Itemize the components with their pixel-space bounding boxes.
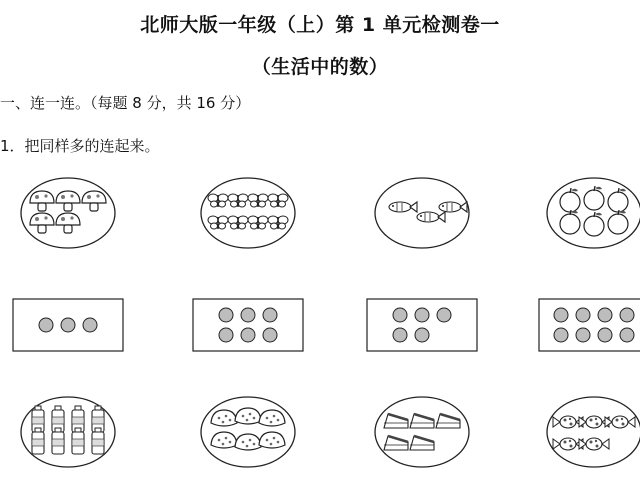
- plate-outline: [547, 397, 640, 467]
- dot: [393, 308, 407, 322]
- butterfly-icon: [208, 216, 228, 229]
- dot: [61, 318, 75, 332]
- butterfly-icon: [268, 216, 288, 229]
- card-border: [193, 299, 303, 351]
- bread-icon: [259, 432, 285, 448]
- top-plate-1: [21, 178, 115, 248]
- dot: [437, 308, 451, 322]
- dot: [620, 328, 634, 342]
- card-border: [539, 299, 640, 351]
- bottom-plate-1: [21, 397, 115, 467]
- butterfly-icon: [248, 216, 268, 229]
- card-border: [367, 299, 477, 351]
- bottom-plate-4: [547, 397, 640, 467]
- top-plate-3: [375, 178, 469, 248]
- bottle-icon: [52, 428, 64, 454]
- dot: [415, 328, 429, 342]
- dot: [263, 308, 277, 322]
- bread-icon: [211, 432, 237, 448]
- top-plate-2: [201, 178, 295, 248]
- bread-icon: [235, 408, 261, 424]
- dot-card-3: [367, 299, 477, 351]
- worksheet-title: 北师大版一年级（上）第 1 单元检测卷一: [140, 14, 500, 36]
- bottle-icon: [92, 428, 104, 454]
- dot: [576, 308, 590, 322]
- bread-icon: [211, 410, 237, 426]
- bread-icon: [235, 434, 261, 450]
- butterfly-icon: [248, 194, 268, 207]
- bread-icon: [259, 410, 285, 426]
- dot: [241, 308, 255, 322]
- butterfly-icon: [268, 194, 288, 207]
- bottle-icon: [72, 428, 84, 454]
- question-instruction: 1．把同样多的连起来。: [0, 137, 160, 155]
- dot: [554, 308, 568, 322]
- dot: [598, 308, 612, 322]
- dot: [598, 328, 612, 342]
- bottle-icon: [32, 428, 44, 454]
- dot: [263, 328, 277, 342]
- dot: [219, 328, 233, 342]
- dot: [576, 328, 590, 342]
- butterfly-icon: [208, 194, 228, 207]
- dot: [554, 328, 568, 342]
- section-heading: 一、连一连。（每题 8 分，共 16 分）: [0, 94, 251, 112]
- dot-card-2: [193, 299, 303, 351]
- dot-card-4: [539, 299, 640, 351]
- butterfly-icon: [228, 194, 248, 207]
- butterfly-icon: [228, 216, 248, 229]
- plate-outline: [375, 397, 469, 467]
- dot: [219, 308, 233, 322]
- dot: [83, 318, 97, 332]
- plate-outline: [547, 178, 640, 248]
- bottom-plate-2: [201, 397, 295, 467]
- dot: [39, 318, 53, 332]
- dot: [415, 308, 429, 322]
- worksheet-subtitle: （生活中的数）: [251, 56, 389, 78]
- dot: [241, 328, 255, 342]
- bottom-plate-3: [375, 397, 469, 467]
- dot: [393, 328, 407, 342]
- dot: [620, 308, 634, 322]
- top-plate-4: [547, 178, 640, 248]
- dot-card-1: [13, 299, 123, 351]
- plate-outline: [201, 178, 295, 248]
